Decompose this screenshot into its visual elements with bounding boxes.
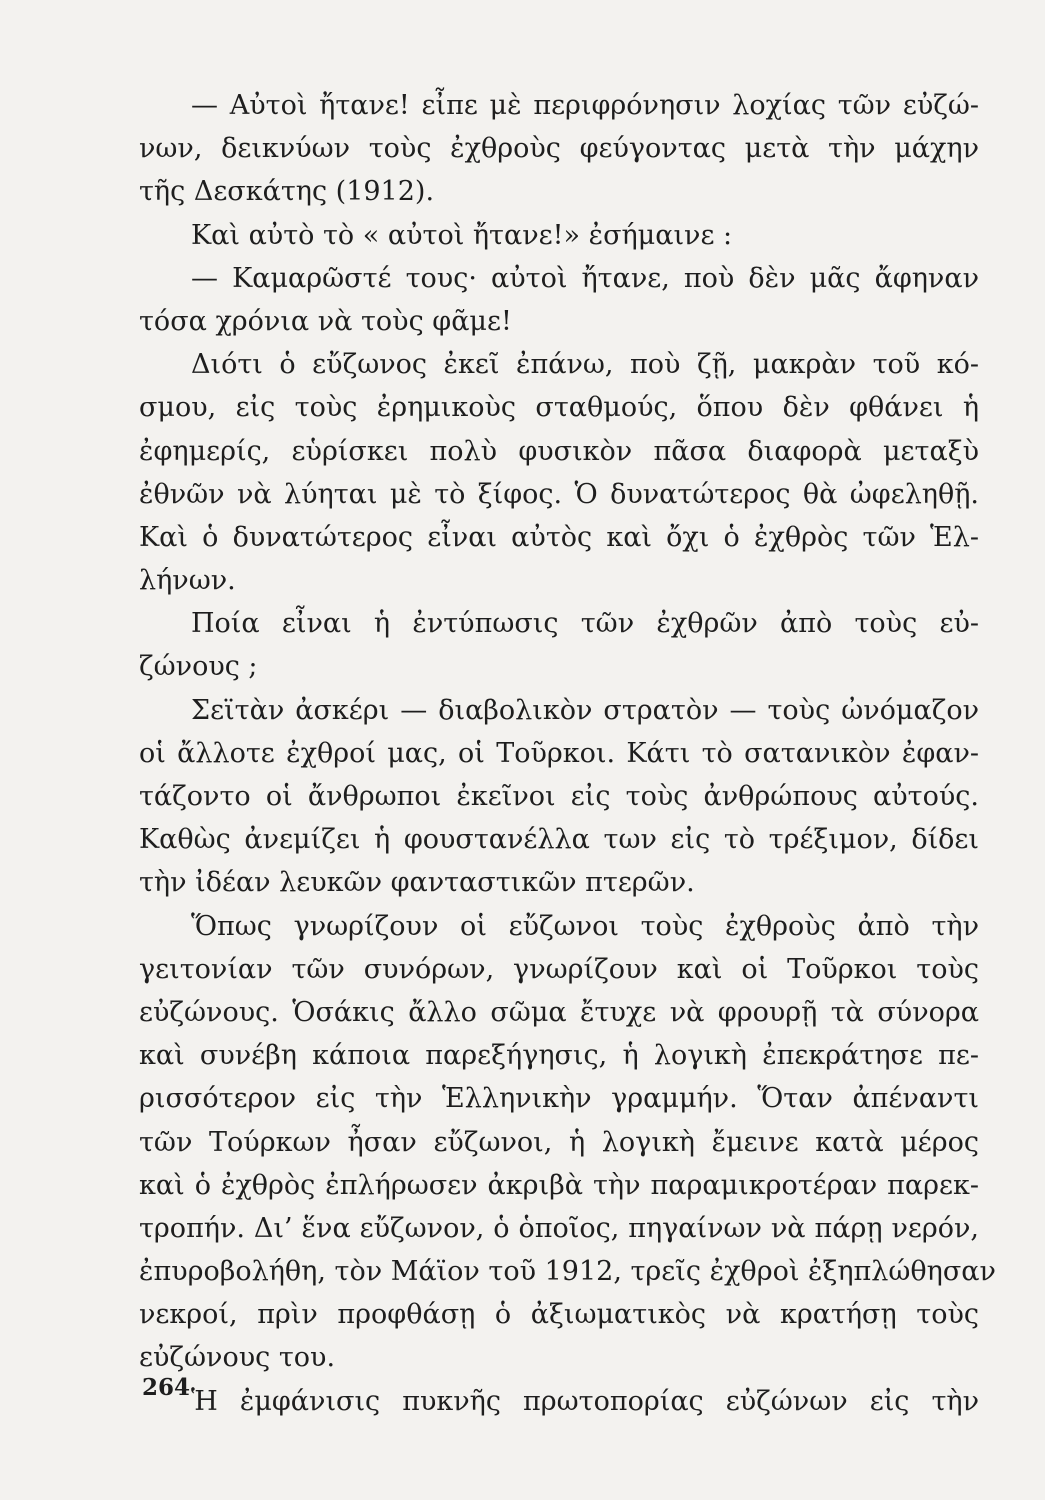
text-line: Καὶ ὁ δυνατώτερος εἶναι αὐτὸς καὶ ὄχι ὁ ἐχθρὸς τῶν Ἑλ-	[139, 521, 979, 553]
text-line: γειτονίαν τῶν συνόρων, γνωρίζουν καὶ οἱ Τοῦρκοι τοὺς	[139, 953, 979, 985]
text-line: οἱ ἄλλοτε ἐχθροί μας, οἱ Τοῦρκοι. Κάτι τὸ σατανικὸν ἐφαν-	[139, 737, 979, 769]
text-line: Ὅπως γνωρίζουν οἱ εὔζωνοι τοὺς ἐχθροὺς ἀπὸ τὴν	[191, 910, 979, 942]
text-line: Διότι ὁ εὔζωνος ἐκεῖ ἐπάνω, ποὺ ζῇ, μακρὰν τοῦ κό-	[191, 349, 979, 381]
text-line: τῶν Τούρκων ἦσαν εὔζωνοι, ἡ λογικὴ ἔμεινε κατὰ μέρος	[139, 1126, 979, 1158]
page-number: 264	[142, 1374, 191, 1401]
text-line: καὶ ὁ ἐχθρὸς ἐπλήρωσεν ἀκριβὰ τὴν παραμικροτέραν παρεκ-	[139, 1169, 979, 1201]
text-line: τὴν ἰδέαν λευκῶν φανταστικῶν πτερῶν.	[139, 867, 695, 899]
text-line: ἐφημερίς, εὑρίσκει πολὺ φυσικὸν πᾶσα διαφορὰ μεταξὺ	[139, 435, 979, 467]
text-line: — Καμαρῶστέ τους· αὐτοὶ ἤτανε, ποὺ δὲν μᾶς ἄφηναν	[191, 262, 979, 294]
body-text	[139, 84, 996, 1423]
text-line: λήνων.	[139, 565, 236, 597]
text-line: Καὶ αὐτὸ τὸ « αὐτοὶ ἤτανε!» ἐσήμαινε :	[191, 219, 733, 251]
text-line: Ποία εἶναι ἡ ἐντύπωσις τῶν ἐχθρῶν ἀπὸ τοὺς εὐ-	[191, 608, 979, 640]
text-line: τῆς Δεσκάτης (1912).	[139, 176, 435, 208]
text-line: ζώνους ;	[139, 651, 258, 683]
text-line: — Αὐτοὶ ἤτανε! εἶπε μὲ περιφρόνησιν λοχίας τῶν εὐζώ-	[191, 90, 979, 121]
text-line: εὐζώνους. Ὁσάκις ἄλλο σῶμα ἔτυχε νὰ φρουρῇ τὰ σύνορα	[139, 996, 979, 1028]
text-line: σμου, εἰς τοὺς ἐρημικοὺς σταθμούς, ὅπου δὲν φθάνει ἡ	[139, 392, 979, 424]
text-line: νεκροί, πρὶν προφθάσῃ ὁ ἀξιωματικὸς νὰ κρατήσῃ τοὺς	[139, 1299, 979, 1331]
text-line: τάζοντο οἱ ἄνθρωποι ἐκεῖνοι εἰς τοὺς ἀνθρώπους αὐτούς.	[139, 781, 979, 812]
text-line: Σεϊτὰν ἀσκέρι — διαβολικὸν στρατὸν — τοὺς ὠνόμαζον	[191, 694, 979, 726]
text-line: τροπήν. Δι’ ἕνα εὔζωνον, ὁ ὁποῖος, πηγαίνων νὰ πάρῃ νερόν,	[139, 1212, 979, 1244]
text-line: ἐπυροβολήθη, τὸν Μάϊον τοῦ 1912, τρεῖς ἐχθροὶ ἐξηπλώθησαν	[139, 1256, 996, 1288]
text-line: ἐθνῶν νὰ λύηται μὲ τὸ ξίφος. Ὁ δυνατώτερος θὰ ὠφεληθῇ.	[139, 478, 979, 510]
text-line: ρισσότερον εἰς τὴν Ἑλληνικὴν γραμμήν. Ὅταν ἀπέναντι	[139, 1083, 979, 1115]
text-line: εὐζώνους του.	[139, 1342, 336, 1374]
text-line: Ἡ ἐμφάνισις πυκνῆς πρωτοπορίας εὐζώνων εἰς τὴν	[191, 1385, 979, 1417]
text-line: Καθὼς ἀνεμίζει ἡ φουστανέλλα των εἰς τὸ τρέξιμον, δίδει	[139, 824, 979, 856]
text-line: καὶ συνέβη κάποια παρεξήγησις, ἡ λογικὴ ἐπεκράτησε πε-	[139, 1040, 979, 1072]
text-line: νων, δεικνύων τοὺς ἐχθροὺς φεύγοντας μετὰ τὴν μάχην	[139, 133, 979, 165]
text-line: τόσα χρόνια νὰ τοὺς φᾶμε!	[139, 305, 512, 337]
